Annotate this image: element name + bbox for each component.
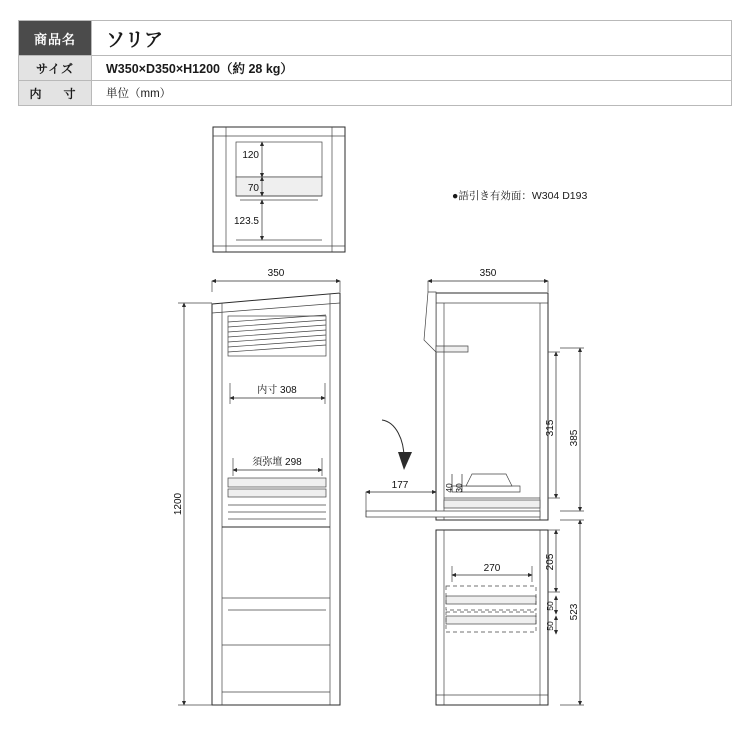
side-dim-40: 40	[444, 483, 454, 493]
spec-value-product-name: ソリア	[92, 21, 732, 56]
effective-surface-note: ●語引き有効面：W304 D193	[452, 190, 588, 202]
side-section-view	[366, 268, 584, 705]
front-dim-inner-308: 内寸 308	[257, 385, 297, 396]
side-dim-30: 30	[454, 483, 464, 493]
front-view	[173, 268, 340, 705]
spec-value-size: W350×D350×H1200（約 28 kg）	[92, 56, 732, 81]
detail-view-top	[213, 127, 345, 252]
detail-dim-120: 120	[242, 150, 259, 161]
spec-label-size: サイズ	[19, 56, 92, 81]
side-dim-177: 177	[391, 480, 409, 491]
front-dim-height-1200: 1200	[173, 492, 184, 516]
side-dim-315: 315	[545, 419, 556, 437]
side-dim-523: 523	[569, 603, 580, 621]
detail-dim-123-5: 123.5	[233, 216, 259, 227]
side-dim-width-350: 350	[479, 268, 497, 279]
front-dim-width-350: 350	[267, 268, 285, 279]
spec-label-inner-dimension: 内 寸	[19, 81, 92, 106]
side-dim-50-b: 50	[545, 621, 555, 631]
side-dim-270: 270	[483, 563, 501, 574]
spec-value-inner-dimension: 単位（mm）	[92, 81, 732, 106]
side-dim-50-a: 50	[545, 601, 555, 611]
detail-dim-70: 70	[247, 183, 259, 194]
side-dim-205: 205	[545, 553, 556, 571]
front-dim-altar-298: 須弥壇 298	[252, 457, 302, 468]
spec-label-product-name: 商品名	[19, 21, 92, 56]
side-dim-385: 385	[569, 429, 580, 447]
